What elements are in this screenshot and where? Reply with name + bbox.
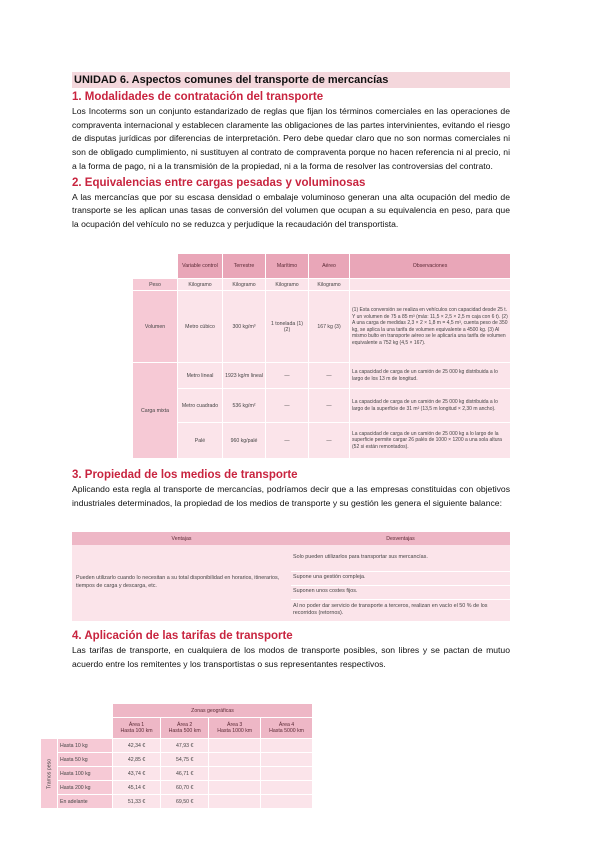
- table1-header-blank: [133, 254, 178, 279]
- table1-obs: La capacidad de carga de un camión de 25 000 kg distribuida a lo largo de la superficie de 31 m² (13,5 m longitud × 2,30 m ancho).: [350, 389, 511, 423]
- table1-cell: 167 kg (3): [309, 291, 350, 363]
- weight-row-label: Hasta 200 kg: [58, 781, 113, 795]
- price-cell: 54,75 €: [161, 753, 209, 767]
- table1-cell: Metro cuadrado: [178, 389, 223, 423]
- section-1-heading: 1. Modalidades de contratación del transporte: [72, 91, 324, 103]
- table1-cell: 1 tonelada (1) (2): [266, 291, 309, 363]
- section-3: [72, 466, 510, 510]
- table1-obs: (1) Esta conversión se realiza en vehículos con capacidad desde 25 t. Y un volumen de 75 a 85 m³ (más: 11,5 × 2,5 × 2,5 m caja con 6 t). (2) A una carga de medidas 2,3 × 2 × 1,8 m = 4,5 m³, cuenta peso de 350 kg, se aplica la una tarifa de volumen equivalente a 4500 kg. (3) Al mismo bulto en transporte aéreo se le aplicaría una tarifa de volumen equivalente a 752 kg (4,5 × 167).: [350, 291, 511, 363]
- table1-cell: Kilogramo: [178, 279, 223, 291]
- table1-row-label: Volumen: [133, 291, 178, 363]
- weight-row-label: Hasta 10 kg: [58, 739, 113, 753]
- section-2-text: A las mercancías que por su escasa densidad o embalaje voluminoso generan una alta ocupación del medio de transporte se les aplican unas tasas de conversión del volumen que ocupan a su equivalencia en peso, para que la ocupación del vehículo no se reduzca y perjudique la recaudación del transportista.: [72, 191, 510, 229]
- table1-cell: Palé: [178, 423, 223, 459]
- weight-row-label: En adelante: [58, 795, 113, 809]
- ventaja-cell: Pueden utilizarlo cuando lo necesitan a su total disponibilidad en horarios, itinerarios, tiempos de carga y descarga, etc.: [72, 545, 291, 621]
- document-page: [72, 72, 510, 232]
- table1-row-label: Carga mixta: [133, 363, 178, 459]
- zone-header: Área 4 Hasta 5000 km: [261, 718, 313, 739]
- desventaja-cell: Al no poder dar servicio de transporte a terceros, realizan en vacío el 50 % de los recorridos (retornos).: [291, 599, 510, 621]
- table1-cell: 960 kg/palé: [223, 423, 266, 459]
- zones-header: Zonas geográficas: [113, 704, 313, 718]
- tariff-table: [40, 703, 313, 809]
- table1-cell: Metro cúbico: [178, 291, 223, 363]
- price-cell: 46,71 €: [161, 767, 209, 781]
- table1-cell: —: [309, 363, 350, 389]
- section-3-text: Aplicando esta regla al transporte de mercancías, podríamos decir que a las empresas constituidas con objetivos industriales determinados, la propiedad de los medios de transporte y su gestión les genera el siguiente balance:: [72, 484, 510, 508]
- price-cell: 42,34 €: [113, 739, 161, 753]
- table1-header-aereo: Aéreo: [309, 254, 350, 279]
- desventaja-cell: Solo pueden utilizarlos para transportar sus mercancías.: [291, 545, 510, 571]
- section-4-heading: 4. Aplicación de las tarifas de transporte: [72, 630, 293, 642]
- table1-cell: —: [266, 363, 309, 389]
- table1-obs: La capacidad de carga de un camión de 25 000 kg distribuida a lo largo de los 13 m de longitud.: [350, 363, 511, 389]
- unit-title: UNIDAD 6. Aspectos comunes del transporte de mercancías: [72, 72, 510, 88]
- table1-cell: —: [309, 389, 350, 423]
- ventajas-header: Ventajas: [72, 532, 291, 545]
- table1-cell: 300 kg/m³: [223, 291, 266, 363]
- zone-header: Área 3 Hasta 1000 km: [209, 718, 261, 739]
- table1-header-observaciones: Observaciones: [350, 254, 511, 279]
- price-cell: 43,74 €: [113, 767, 161, 781]
- table1-obs: [350, 279, 511, 291]
- desventaja-cell: Supone una gestión compleja.: [291, 571, 510, 585]
- table1-cell: 536 kg/m²: [223, 389, 266, 423]
- section-4-text: Las tarifas de transporte, en cualquiera de los modos de transporte posibles, son libres y se pactan de mutuo acuerdo entre los remitentes y los transportistas o sus representantes respectivos.: [72, 645, 510, 669]
- desventaja-cell: Suponen unos costes fijos.: [291, 585, 510, 599]
- table1-cell: —: [266, 423, 309, 459]
- weight-tier-label: Tramos peso: [41, 739, 58, 809]
- price-cell: 69,50 €: [161, 795, 209, 809]
- table1-header-maritimo: Marítimo: [266, 254, 309, 279]
- table1-cell: Metro lineal: [178, 363, 223, 389]
- table1-cell: —: [266, 389, 309, 423]
- table1-cell: Kilogramo: [223, 279, 266, 291]
- table1-cell: Kilogramo: [266, 279, 309, 291]
- weight-row-label: Hasta 50 kg: [58, 753, 113, 767]
- price-cell: 51,33 €: [113, 795, 161, 809]
- table1-header-terrestre: Terrestre: [223, 254, 266, 279]
- price-cell: 42,85 €: [113, 753, 161, 767]
- table1-row-label: Peso: [133, 279, 178, 291]
- section-1-text: Los Incoterms son un conjunto estandarizado de reglas que fijan los términos comerciales en las operaciones de compraventa internacional y establecen claramente las obligaciones de las partes intervinientes, evitando el riesgo de disputas jurídicas por diferencias de interpretación. Pero debe quedar claro que no son normas comerciales ni son de obligado cumplimiento, ni sustituyen al contrato de compraventa porque no hacen referencia ni al precio, ni a la forma de pago, ni a la transmisión de la propiedad, ni a la forma de resolver las controversias del contrato.: [72, 106, 510, 171]
- table1-obs: La capacidad de carga de un camión de 25 000 kg a lo largo de la superficie permite cargar 26 palés de 1000 × 1200 a una sola altura (52 si están remontados).: [350, 423, 511, 459]
- price-cell: 45,14 €: [113, 781, 161, 795]
- balance-table: [72, 532, 510, 622]
- section-4: [72, 627, 510, 671]
- zone-header: Área 2 Hasta 500 km: [161, 718, 209, 739]
- zone-header: Área 1 Hasta 100 km: [113, 718, 161, 739]
- table1-cell: —: [309, 423, 350, 459]
- weight-row-label: Hasta 100 kg: [58, 767, 113, 781]
- table1-header-variable: Variable control: [178, 254, 223, 279]
- price-cell: 47,93 €: [161, 739, 209, 753]
- table1-cell: 1923 kg/m lineal: [223, 363, 266, 389]
- section-2-heading: 2. Equivalencias entre cargas pesadas y voluminosas: [72, 176, 366, 189]
- desventajas-header: Desventajas: [291, 532, 510, 545]
- table1-cell: Kilogramo: [309, 279, 350, 291]
- section-3-heading: 3. Propiedad de los medios de transporte: [72, 469, 298, 481]
- price-cell: 60,70 €: [161, 781, 209, 795]
- equivalence-table: [132, 253, 511, 459]
